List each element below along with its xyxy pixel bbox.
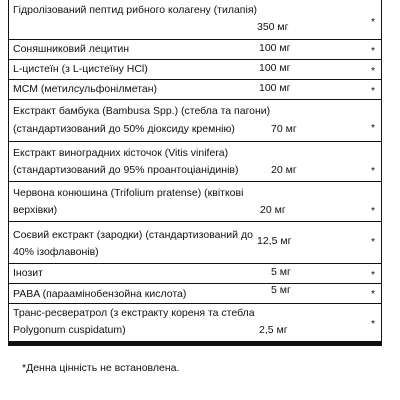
daily-value-marker: * (371, 16, 376, 28)
table-row (9, 40, 381, 60)
ingredient-amount: 20 мг (271, 164, 297, 176)
table-row (9, 142, 381, 182)
table-bottom-rule (8, 341, 382, 346)
ingredient-standardization: (стандартизований до 50% діоксиду кремнію) (13, 123, 235, 135)
ingredient-name: L-цистеїн (з L-цистеїну HCl) (13, 63, 148, 75)
ingredient-name: PABA (параамінобензойна кислота) (13, 288, 187, 300)
daily-value-marker: * (371, 65, 376, 77)
daily-value-marker: * (371, 122, 376, 134)
ingredient-name: МСМ (метилсульфонілметан) (13, 83, 158, 95)
ingredient-name: Гідролізований пептид рибного колагену (тилапія) (13, 4, 258, 16)
daily-value-marker: * (371, 45, 376, 57)
ingredient-amount: 5 мг (271, 284, 291, 296)
table-row (9, 60, 381, 80)
ingredient-source: Polygonum cuspidatum) (13, 324, 126, 336)
ingredient-name: Червона конюшина (Trifolium pratense) (квіткові (13, 187, 244, 199)
ingredient-standardization: 40% ізофлавонів) (13, 246, 99, 258)
footnote: *Денна цінність не встановлена. (22, 362, 180, 374)
ingredient-amount: 2,5 мг (259, 324, 288, 336)
daily-value-marker: * (371, 205, 376, 217)
daily-value-marker: * (371, 318, 376, 330)
daily-value-marker: * (371, 236, 376, 248)
ingredient-amount: 100 мг (259, 62, 291, 74)
ingredient-name: Транс-ресвератрол (з екстракту кореня та стебла (13, 307, 255, 319)
daily-value-marker: * (371, 288, 376, 300)
daily-value-marker: * (371, 269, 376, 281)
ingredient-amount: 5 мг (271, 266, 291, 278)
ingredient-amount: 100 мг (259, 42, 291, 54)
table-row (9, 0, 381, 40)
ingredient-amount: 70 мг (271, 123, 297, 135)
ingredient-amount: 12,5 мг (257, 235, 292, 247)
ingredient-part: верхівки) (13, 204, 58, 216)
ingredient-amount: 100 мг (259, 82, 291, 94)
table-row (9, 182, 381, 222)
ingredient-standardization: (стандартизований до 95% проантоціанідинів) (13, 164, 239, 176)
table-row (9, 264, 381, 284)
table-row (9, 80, 381, 100)
table-row (9, 222, 381, 264)
ingredient-name: Соєвий екстракт (зародки) (стандартизований до (13, 229, 253, 241)
daily-value-marker: * (371, 165, 376, 177)
ingredient-amount: 20 мг (260, 204, 286, 216)
ingredient-name: Соняшниковий лецитин (13, 43, 130, 55)
table-row (9, 304, 381, 342)
table-row (9, 284, 381, 304)
ingredient-name: Екстракт бамбука (Bambusa Spp.) (стебла та пагони) (13, 105, 271, 117)
table-row (9, 100, 381, 142)
daily-value-marker: * (371, 85, 376, 97)
ingredient-name: Екстракт виноградних кісточок (Vitis vinifera) (13, 147, 229, 159)
ingredient-amount: 350 мг (257, 21, 289, 33)
table-right-border (381, 0, 382, 344)
ingredient-name: Інозит (13, 267, 43, 279)
